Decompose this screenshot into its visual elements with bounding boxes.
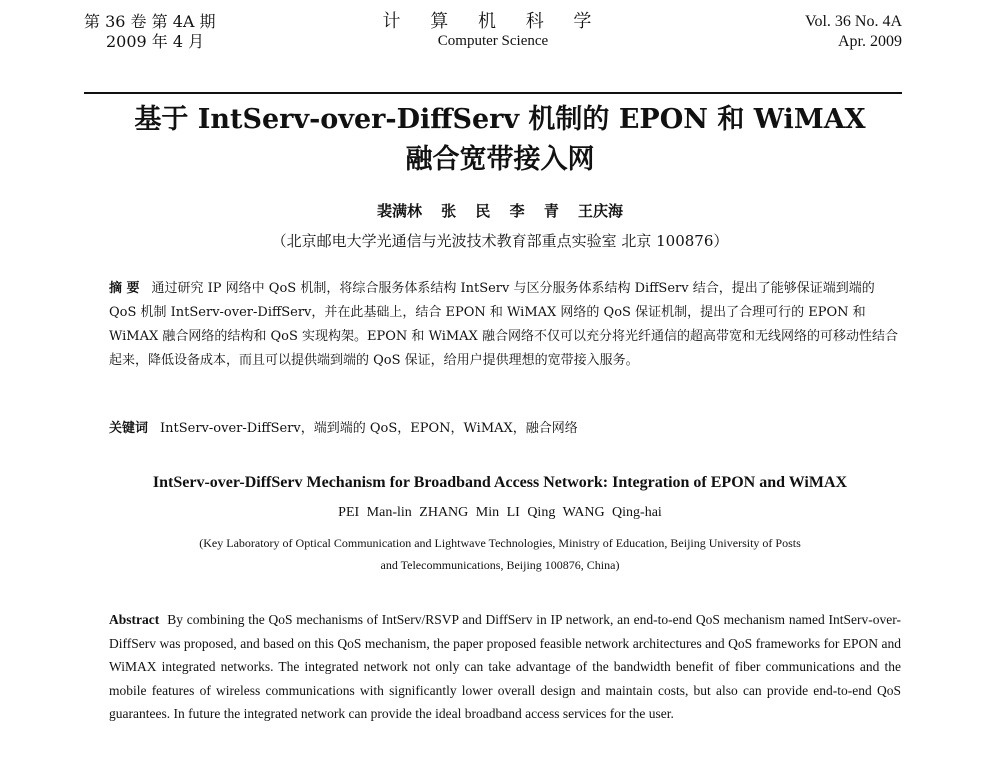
keywords-cn	[109, 419, 901, 439]
journal-name-cn: 计 算 机 科 学	[382, 11, 604, 32]
abstract-en	[109, 608, 901, 726]
volume-issue-en: Vol. 36 No. 4A	[804, 13, 902, 30]
journal-name-en: Computer Science	[437, 33, 549, 49]
issue-date: 2009 年 4 月	[106, 32, 205, 51]
abstract-cn-label: 摘 要	[109, 281, 140, 296]
keywords-cn-text: IntServ-over-DiffServ，端到端的 QoS，EPON，WiMAX，融合网络	[160, 421, 578, 436]
issue-date-en: Apr. 2009	[838, 33, 902, 50]
affiliation-en-line-2: and Telecommunications, Beijing 100876, China)	[380, 558, 620, 572]
abstract-cn	[109, 277, 901, 373]
abstract-en-label: Abstract	[109, 612, 160, 627]
title-line-2: 融合宽带接入网	[405, 144, 595, 175]
title-line-1: 基于 IntServ-over-DiffServ 机制的 EPON 和 WiMAX	[134, 104, 866, 135]
volume-issue: 第 36 卷 第 4A 期	[84, 12, 216, 31]
affiliation-en-line-1: (Key Laboratory of Optical Communication and Lightwave Technologies, Ministry of Education, Beijing University of Posts	[199, 536, 801, 550]
affiliation-en	[100, 532, 900, 576]
abstract-cn-text: 通过研究 IP 网络中 QoS 机制，将综合服务体系结构 IntServ 与区分服务体系结构 DiffServ 结合，提出了能够保证端到端的 QoS 机制 IntServ-over-DiffServ，并在此基础上，结合 EPON 和 WiMAX 网络的 QoS 保证机制，提出了合理可行的 EPON 和 WiMAX 融合网络的结构和 QoS 实现构架。EPON 和 WiMAX 融合网络不仅可以充分将光纤通信的超高带宽和无线网络的可移动性结合起来，降低设备成本，而且可以提供端到端的 QoS 保证，给用户提供理想的宽带接入服务。	[109, 281, 898, 368]
journal-header	[84, 12, 902, 94]
authors-en: PEI Man-lin ZHANG Min LI Qing WANG Qing-hai	[338, 505, 662, 520]
header-rule	[84, 92, 902, 94]
journal-name	[84, 12, 902, 50]
paper-title-cn	[0, 100, 1000, 180]
keywords-cn-label: 关键词	[109, 421, 149, 436]
issue-info-en	[805, 12, 902, 52]
affiliation-cn: （北京邮电大学光通信与光波技术教育部重点实验室 北京 100876）	[271, 232, 729, 250]
authors-cn: 裴满林 张 民 李 青 王庆海	[376, 202, 624, 220]
paper-title-en: IntServ-over-DiffServ Mechanism for Broadband Access Network: Integration of EPON and WiMAX	[152, 474, 848, 491]
abstract-en-text: By combining the QoS mechanisms of IntServ/RSVP and DiffServ in IP network, an end-to-end QoS mechanism named IntServ-over-DiffServ was proposed, and based on this QoS mechanism, the paper proposed feasible network architectures and QoS frameworks for EPON and WiMAX integrated networks. The integrated network not only can take advantage of the bandwidth benefit of fiber communications and the mobile features of wireless communications with significantly lower overall design and maintain costs, but also can provide end-to-end QoS guarantees. In future the integrated network can provide the ideal broadband access services for the user.	[109, 612, 901, 721]
